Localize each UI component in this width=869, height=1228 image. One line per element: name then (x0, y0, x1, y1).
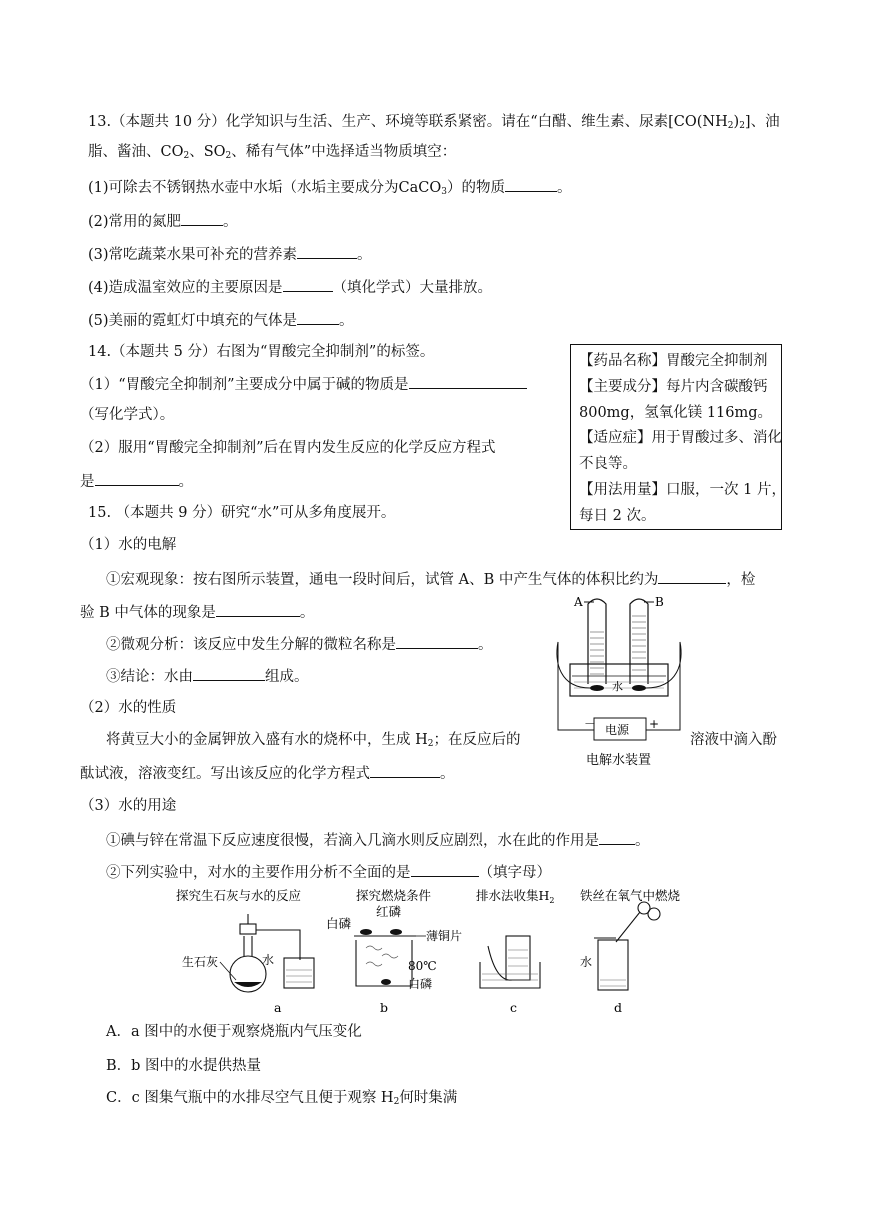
q13-part3: (3)常吃蔬菜水果可补充的营养素 。 (88, 243, 372, 265)
exp-a-lime: 生石灰 (182, 955, 219, 969)
label-a: A (574, 595, 583, 609)
label-line: 【适应症】用于胃酸过多、消化 (579, 430, 782, 447)
minus-sign: － (584, 717, 597, 731)
q13-part1: (1)可除去不锈钢热水壶中水垢（水垢主要成分为CaCO$_3$）的物质 。 (88, 176, 572, 198)
label-line: 【药品名称】胃酸完全抑制剂 (579, 353, 768, 369)
power-label: 电源 (605, 723, 630, 737)
exp-b-title: 探究燃烧条件 (356, 888, 432, 903)
answer-blank[interactable] (283, 276, 333, 292)
q15-s2-part2: 酞试液，溶液变红。写出该反应的化学方程式 。 (80, 762, 455, 784)
exp-b-red: 红磷 (376, 904, 402, 919)
q13-part4: (4)造成温室效应的主要原因是 （填化学式）大量排放。 (88, 276, 492, 298)
exp-a-letter: a (274, 1000, 282, 1015)
option-a: A．a 图中的水便于观察烧瓶内气压变化 (106, 1024, 362, 1040)
exp-c-title: 排水法收集$H_2$ (476, 888, 555, 905)
electrolysis-caption: 电解水装置 (586, 753, 652, 768)
q15-section1: （1）水的电解 (80, 537, 177, 553)
q15-section2: （2）水的性质 (80, 700, 177, 716)
label-line: 800mg，氢氧化镁 116mg。 (579, 404, 773, 421)
option-b: B．b 图中的水提供热量 (106, 1058, 262, 1074)
q14-part1-note: （写化学式）。 (80, 407, 175, 423)
q15-title: 15. （本题共 9 分）研究“水”可从多角度展开。 (88, 505, 396, 521)
exp-d-letter: d (614, 1000, 623, 1015)
answer-blank[interactable] (370, 762, 440, 778)
label-b: B (655, 595, 664, 609)
label-line: 【用法用量】口服，一次 1 片， (579, 481, 786, 498)
q13-part2: (2)常用的氮肥 。 (88, 210, 238, 232)
answer-blank[interactable] (409, 373, 527, 389)
plus-sign: + (649, 717, 660, 731)
answer-blank[interactable] (297, 243, 357, 259)
q14-part2-cont: 是 。 (80, 470, 193, 492)
q15-s3-part1: ①碘与锌在常温下反应速度很慢，若滴入几滴水则反应剧烈，水在此的作用是 。 (106, 829, 650, 851)
q14-title: 14.（本题共 5 分）右图为“胃酸完全抑制剂”的标签。 (88, 344, 435, 360)
q15-s2-part1: 将黄豆大小的金属钾放入盛有水的烧杯中，生成 $H_2$；在反应后的 (106, 732, 521, 749)
answer-blank[interactable] (658, 568, 726, 584)
exp-b-letter: b (380, 1000, 389, 1015)
q15-s1-part3: ③结论：水由 组成。 (106, 665, 309, 687)
q15-s1-part1-cont: 验 B 中气体的现象是 。 (80, 601, 314, 623)
medicine-label (570, 344, 786, 530)
q15-s3-part2: ②下列实验中，对水的主要作用分析不全面的是 （填字母） (106, 861, 551, 883)
answer-blank[interactable] (216, 601, 300, 617)
q15-s1-part1: ①宏观现象：按右图所示装置，通电一段时间后，试管 A、B 中产生气体的体积比约为 ，检 (106, 568, 755, 590)
option-c: C．c 图集气瓶中的水排尽空气且便于观察 $H_2$何时集满 (106, 1090, 458, 1107)
label-line: 【主要成分】每片内含碳酸钙 (579, 378, 768, 395)
q15-section3: （3）水的用途 (80, 798, 177, 814)
answer-blank[interactable] (297, 309, 339, 325)
answer-blank[interactable] (95, 470, 179, 486)
answer-blank[interactable] (411, 861, 479, 877)
answer-blank[interactable] (505, 176, 557, 192)
q15-s1-part2: ②微观分析：该反应中发生分解的微粒名称是 。 (106, 633, 493, 655)
q13-part5: (5)美丽的霓虹灯中填充的气体是 。 (88, 309, 354, 331)
answer-blank[interactable] (396, 633, 478, 649)
q13-line2: 脂、酱油、$CO_2$、$SO_2$、稀有气体”中选择适当物质填空： (88, 144, 457, 161)
exp-c-letter: c (510, 1000, 518, 1015)
q14-part2: （2）服用“胃酸完全抑制剂”后在胃内发生反应的化学反应方程式 (80, 440, 496, 456)
exp-b-temp: 80℃ (408, 959, 437, 973)
exp-b-white-top: 白磷 (326, 916, 352, 931)
exp-d-title: 铁丝在氧气中燃烧 (580, 888, 681, 903)
exp-a-title: 探究生石灰与水的反应 (176, 888, 302, 903)
answer-blank[interactable] (193, 665, 265, 681)
q15-s2-part1-right: 溶液中滴入酚 (690, 732, 777, 748)
q14-part1: （1）“胃酸完全抑制剂”主要成分中属于碱的物质是 (80, 373, 527, 395)
water-label: 水 (612, 680, 623, 693)
answer-blank[interactable] (599, 829, 635, 845)
q13-line1: 13.（本题共 10 分）化学知识与生活、生产、环境等联系紧密。请在“白醋、维生素、尿素$[CO(NH_2)_2]$、油 (88, 114, 780, 131)
electrolysis-diagram (550, 592, 690, 772)
label-line: 不良等。 (579, 456, 637, 473)
exp-b-copper: 薄铜片 (426, 929, 463, 943)
exp-b-white-bottom: 白磷 (408, 977, 433, 991)
exp-a-water: 水 (262, 953, 275, 967)
label-line: 每日 2 次。 (579, 507, 656, 524)
answer-blank[interactable] (181, 210, 223, 226)
exp-d-water: 水 (580, 955, 593, 969)
experiments-diagram (170, 884, 710, 1018)
